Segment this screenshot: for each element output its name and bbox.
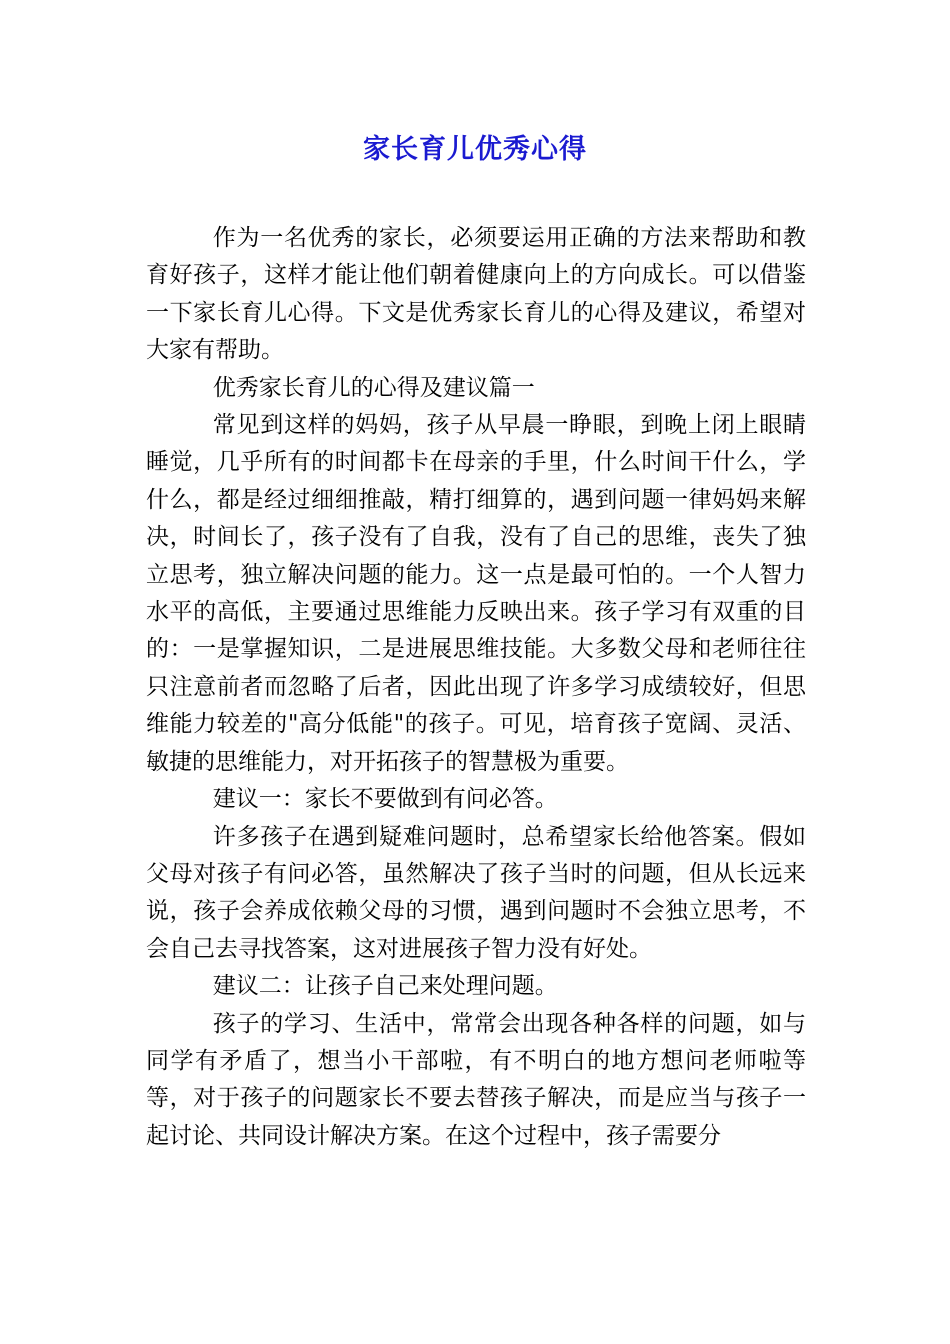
body-paragraph: 许多孩子在遇到疑难问题时，总希望家长给他答案。假如父母对孩子有问必答，虽然解决了孩子当时的问题，但从长远来说，孩子会养成依赖父母的习惯，遇到问题时不会独立思考，不会自己去寻找答案，这对进展孩子智力没有好处。 [146,823,806,962]
suggestion-heading-1: 建议一：家长不要做到有问必答。 [212,786,558,813]
body-paragraph: 孩子的学习、生活中，常常会出现各种各样的问题，如与同学有矛盾了，想当小干部啦，有不明白的地方想问老师啦等等，对于孩子的问题家长不要去替孩子解决，而是应当与孩子一起讨论、共同设计解决方案。在这个过程中，孩子需要分 [146,1010,806,1149]
section-heading: 优秀家长育儿的心得及建议篇一 [212,374,535,401]
intro-paragraph: 作为一名优秀的家长，必须要运用正确的方法来帮助和教育好孩子，这样才能让他们朝着健康向上的方向成长。可以借鉴一下家长育儿心得。下文是优秀家长育儿的心得及建议，希望对大家有帮助。 [146,225,806,364]
document-body [146,220,806,1155]
body-paragraph: 常见到这样的妈妈，孩子从早晨一睁眼，到晚上闭上眼睛睡觉，几乎所有的时间都卡在母亲的手里，什么时间干什么，学什么，都是经过细细推敲，精打细算的，遇到问题一律妈妈来解决，时间长了，孩子没有了自我，没有了自己的思维，丧失了独立思考，独立解决问题的能力。这一点是最可怕的。一个人智力水平的高低，主要通过思维能力反映出来。孩子学习有双重的目的：一是掌握知识，二是进展思维技能。大多数父母和老师往往只注意前者而忽略了后者，因此出现了许多学习成绩较好，但思维能力较差的"高分低能"的孩子。可见，培育孩子宽阔、灵活、敏捷的思维能力，对开拓孩子的智慧极为重要。 [146,412,806,775]
suggestion-heading-2: 建议二：让孩子自己来处理问题。 [212,973,558,1000]
document-title: 家长育儿优秀心得 [363,134,587,165]
